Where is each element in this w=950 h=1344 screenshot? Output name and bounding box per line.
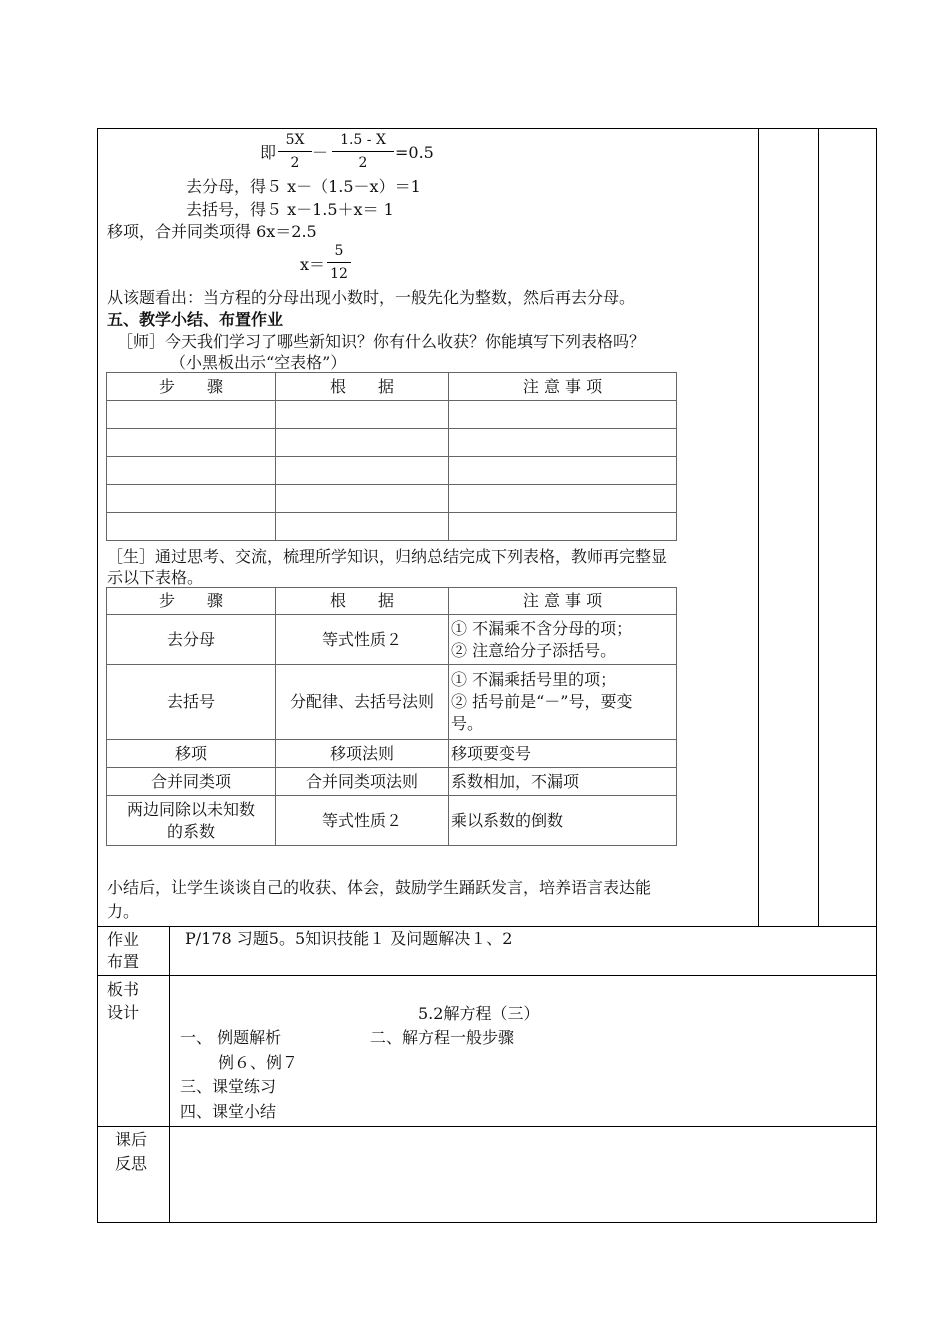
equation-minus: － <box>312 143 329 162</box>
frame-top <box>97 128 877 129</box>
frame-bottom <box>97 1222 877 1223</box>
observation-note: 从该题看出：当方程的分母出现小数时，一般先化为整数，然后再去分母。 <box>107 288 636 307</box>
reflection-label-line2: 反思 <box>115 1154 148 1173</box>
homework-label-line1: 作业 <box>107 930 140 949</box>
solution-prefix: x＝ <box>300 255 326 274</box>
board-item-summary: 四、课堂小结 <box>180 1102 277 1121</box>
row-divider-reflection <box>97 1126 877 1127</box>
teacher-question: ［师］今天我们学习了哪些新知识？你有什么收获？你能填写下列表格吗？ <box>117 332 646 351</box>
frame-right <box>876 128 877 1223</box>
header-step: 步 骤 <box>107 588 276 615</box>
frame-left <box>97 128 98 1223</box>
table-row <box>107 457 677 485</box>
filled-summary-table <box>106 587 677 846</box>
homework-content: P/178 习题5。5知识技能１ 及问题解决１、2 <box>185 929 513 948</box>
step-remove-brackets: 去括号，得５ x－1.5＋x＝ 1 <box>186 200 394 219</box>
column-divider-1 <box>758 128 759 926</box>
student-response-line1: ［生］通过思考、交流，梳理所学知识，归纳总结完成下列表格，教师再完整显 <box>107 547 668 566</box>
fraction-5-over-12: 5 12 <box>327 242 351 283</box>
table-row <box>107 429 677 457</box>
table-row <box>107 401 677 429</box>
header-basis: 根 据 <box>276 373 449 401</box>
board-item-examples: 例６、例７ <box>218 1053 299 1072</box>
board-label-line1: 板书 <box>107 980 140 999</box>
summary-line1: 小结后，让学生谈谈自己的收获、体会，鼓励学生踊跃发言，培养语言表达能 <box>107 878 652 897</box>
header-basis: 根 据 <box>276 588 449 615</box>
step-combine-terms: 移项，合并同类项得 6x＝2.5 <box>107 222 317 241</box>
section-heading-five: 五、教学小结、布置作业 <box>107 310 284 329</box>
label-column-divider <box>169 926 170 1223</box>
fraction-5x-over-2: 5X 2 <box>278 131 312 172</box>
board-item-practice: 三、课堂练习 <box>180 1077 277 1096</box>
fraction-1.5-minus-x-over-2: 1.5 - X 2 <box>332 131 394 172</box>
header-step: 步 骤 <box>107 373 276 401</box>
table-row: 两边同除以未知数 的系数 等式性质２ 乘以系数的倒数 <box>107 796 677 846</box>
table-header-row <box>107 588 677 615</box>
reflection-label-line1: 课后 <box>115 1130 148 1149</box>
board-title: 5.2解方程（三） <box>418 1004 540 1023</box>
equation-prefix: 即 <box>260 143 277 162</box>
table-row: 去括号 分配律、去括号法则 ① 不漏乘括号里的项； ② 括号前是“－”号，要变 号。 <box>107 665 677 740</box>
table-row <box>107 513 677 541</box>
column-divider-2 <box>818 128 819 926</box>
header-notes: 注 意 事 项 <box>449 373 677 401</box>
empty-summary-table <box>106 372 677 541</box>
summary-line2: 力。 <box>107 902 140 921</box>
row-divider-homework <box>97 926 877 927</box>
table-row: 合并同类项 合并同类项法则 系数相加，不漏项 <box>107 768 677 796</box>
step-remove-denominator: 去分母，得５ x－（1.5－x）＝1 <box>186 177 421 196</box>
board-label-line2: 设计 <box>107 1003 140 1022</box>
table-row <box>107 485 677 513</box>
student-response-line2: 示以下表格。 <box>107 568 204 587</box>
table-row: 移项 移项法则 移项要变号 <box>107 740 677 768</box>
row-divider-board <box>97 975 877 976</box>
board-item-general-steps: 二、解方程一般步骤 <box>370 1028 515 1047</box>
equation-suffix: =0.5 <box>395 143 434 162</box>
table-row: 去分母 等式性质２ ① 不漏乘不含分母的项； ② 注意给分子添括号。 <box>107 615 677 665</box>
table-header-row <box>107 373 677 401</box>
board-item-example-analysis: 一、 例题解析 <box>180 1028 282 1047</box>
header-notes: 注 意 事 项 <box>449 588 677 615</box>
blackboard-note: （小黑板出示“空表格”） <box>170 353 347 372</box>
homework-label-line2: 布置 <box>107 952 140 971</box>
